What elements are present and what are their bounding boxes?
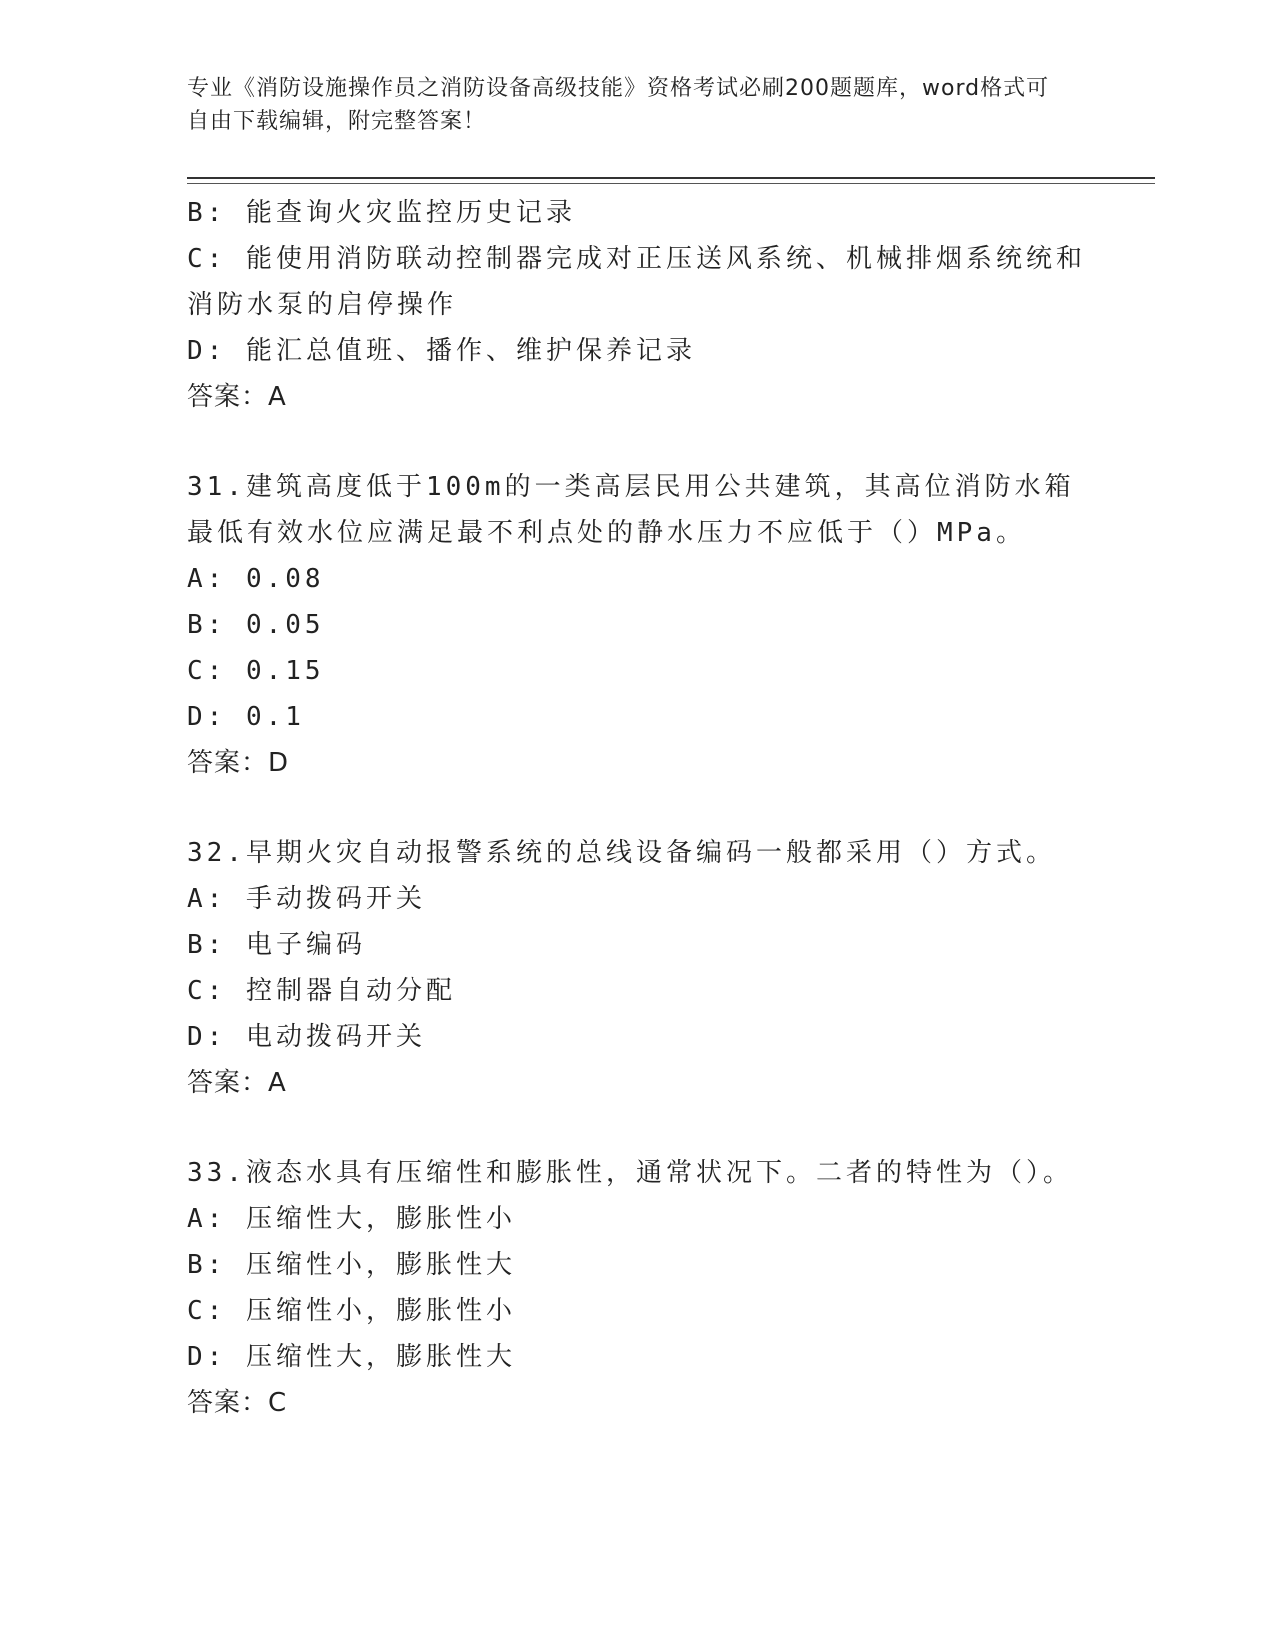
answer: 答案：C: [187, 1388, 288, 1418]
option-b: B: 电子编码: [187, 930, 366, 960]
question-32: [187, 830, 1087, 1106]
question-stem: 33.液态水具有压缩性和膨胀性，通常状况下。二者的特性为（）。: [187, 1158, 1073, 1188]
answer: 答案：A: [187, 1068, 287, 1098]
question-stem: 31.建筑高度低于100m的一类高层民用公共建筑，其高位消防水箱最低有效水位应满足最不利点处的静水压力不应低于（）MPa。: [187, 472, 1075, 548]
question-stem: 32.早期火灾自动报警系统的总线设备编码一般都采用（）方式。: [187, 838, 1056, 868]
header-divider-thick: [187, 177, 1155, 179]
header-divider-thin: [187, 183, 1155, 184]
option-b: B: 0.05: [187, 610, 325, 640]
option-a: A: 0.08: [187, 564, 325, 594]
option-c: C: 压缩性小，膨胀性小: [187, 1296, 516, 1326]
option-a: A: 压缩性大，膨胀性小: [187, 1204, 516, 1234]
option-d: D: 压缩性大，膨胀性大: [187, 1342, 516, 1372]
option-c: C: 能使用消防联动控制器完成对正压送风系统、机械排烟系统统和消防水泵的启停操作: [187, 244, 1086, 320]
option-c: C: 0.15: [187, 656, 325, 686]
question-content: [187, 190, 1087, 1426]
option-a: A: 手动拨码开关: [187, 884, 426, 914]
option-d: D: 电动拨码开关: [187, 1022, 426, 1052]
document-header: 专业《消防设施操作员之消防设备高级技能》资格考试必刷200题题库，word格式可自由下载编辑，附完整答案！: [187, 76, 1050, 134]
option-c: C: 控制器自动分配: [187, 976, 456, 1006]
option-d: D: 0.1: [187, 702, 305, 732]
option-b: B: 压缩性小，膨胀性大: [187, 1250, 516, 1280]
question-31: [187, 464, 1087, 786]
carryover-question: [187, 190, 1087, 420]
answer: 答案：A: [187, 382, 287, 412]
question-33: [187, 1150, 1087, 1426]
option-b: B: 能查询火灾监控历史记录: [187, 198, 576, 228]
answer: 答案：D: [187, 748, 290, 778]
option-d: D: 能汇总值班、播作、维护保养记录: [187, 336, 696, 366]
